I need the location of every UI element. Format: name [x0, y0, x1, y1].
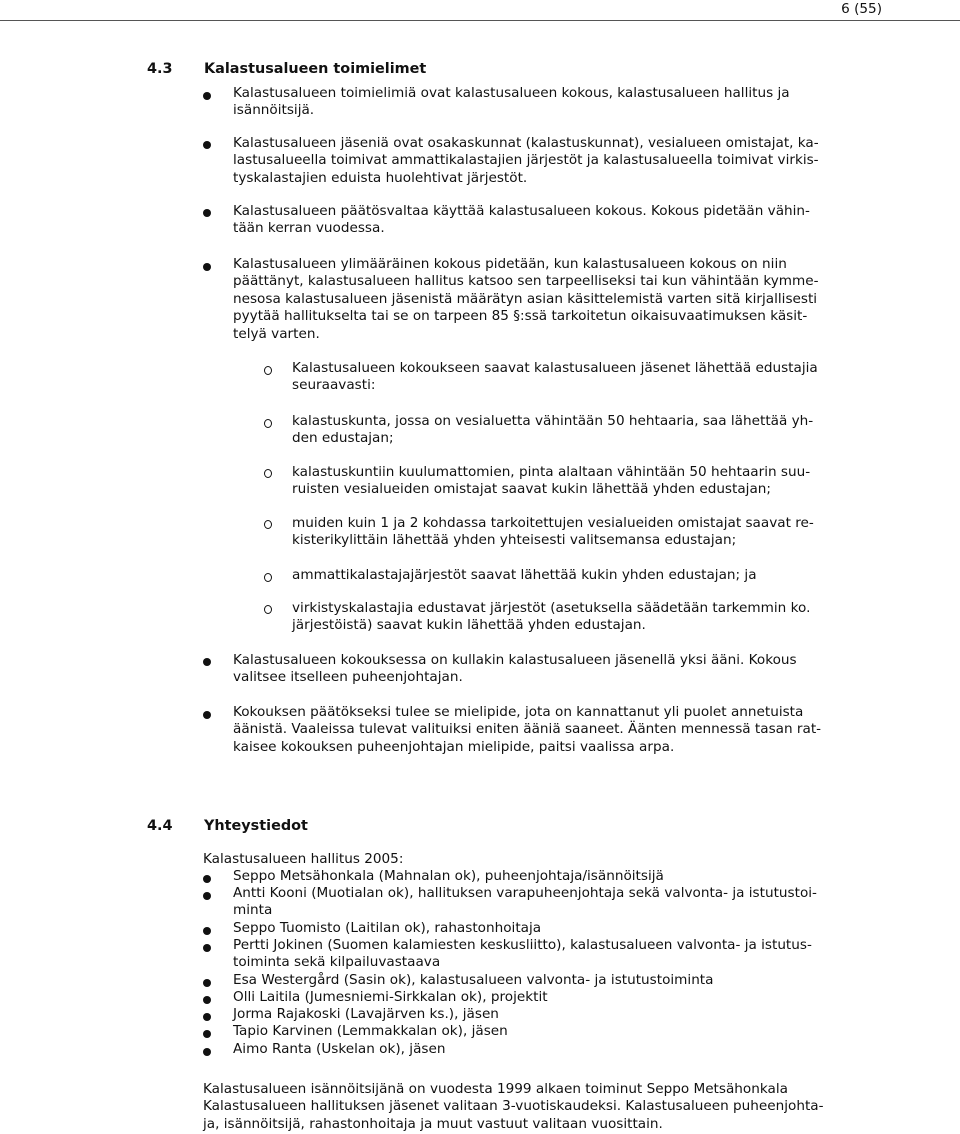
list-item: Kalastusalueen ylimääräinen kokous pidetään, kun kalastusalueen kokous on niin päättänyt, kalastusalueen hallitus katsoo sen tarpeelliseksi tai kun vähintään kymme- nesosa kalastusalueen jäsenistä määrätyn asian käsittelemistä varten sitä kirjallisesti pyytää hallitukselta tai se on tarpeen 85 §:ssä tarkoitetun oikaisuvaatimuksen käsit- telyä varten.: [233, 256, 819, 342]
bullet-dot: [203, 979, 211, 987]
member-item: Olli Laitila (Jumesniemi-Sirkkalan ok), projektit: [233, 989, 548, 1005]
page-number: 6 (55): [841, 1, 882, 17]
section-number: 4.3: [147, 61, 173, 77]
sub-list-item: kalastuskunta, jossa on vesialuetta vähintään 50 hehtaaria, saa lähettää yh- den edustajan;: [292, 413, 814, 447]
member-item: Seppo Tuomisto (Laitilan ok), rahastonhoitaja: [233, 920, 542, 936]
bullet-dot: [203, 1030, 211, 1038]
section-title: Kalastusalueen toimielimet: [204, 61, 427, 77]
sub-bullet-circle: [264, 469, 272, 478]
sub-list-item: Kalastusalueen kokoukseen saavat kalastusalueen jäsenet lähettää edustajia seuraavasti:: [292, 360, 818, 394]
section-title: Yhteystiedot: [204, 818, 308, 834]
member-item: Antti Kooni (Muotialan ok), hallituksen varapuheenjohtaja sekä valvonta- ja istutustoi- minta: [233, 885, 817, 919]
bullet-dot: [203, 658, 211, 666]
member-item: Pertti Jokinen (Suomen kalamiesten keskusliitto), kalastusalueen valvonta- ja istutus- toiminta sekä kilpailuvastaava: [233, 937, 812, 971]
bullet-dot: [203, 92, 211, 100]
section-heading-4-4: [147, 817, 308, 835]
bullet-dot: [203, 927, 211, 935]
member-item: Seppo Metsähonkala (Mahnalan ok), puheenjohtaja/isännöitsijä: [233, 868, 664, 884]
list-item: Kalastusalueen toimielimiä ovat kalastusalueen kokous, kalastusalueen hallitus ja isännöitsijä.: [233, 85, 790, 119]
sub-bullet-circle: [264, 605, 272, 614]
section-number: 4.4: [147, 818, 173, 834]
bullet-dot: [203, 996, 211, 1004]
bullet-dot: [203, 711, 211, 719]
member-item: Tapio Karvinen (Lemmakkalan ok), jäsen: [233, 1023, 508, 1039]
sub-bullet-circle: [264, 520, 272, 529]
list-item: Kalastusalueen kokouksessa on kullakin kalastusalueen jäsenellä yksi ääni. Kokous valitsee itselleen puheenjohtajan.: [233, 652, 797, 686]
bullet-dot: [203, 1048, 211, 1056]
bullet-dot: [203, 892, 211, 900]
header-divider: [0, 20, 960, 21]
bullet-dot: [203, 875, 211, 883]
sub-list-item: muiden kuin 1 ja 2 kohdassa tarkoitettujen vesialueiden omistajat saavat re- kisterikylittäin lähettää yhden yhteisesti valitsemansa edustajan;: [292, 515, 814, 549]
sub-bullet-circle: [264, 573, 272, 582]
list-item: Kalastusalueen jäseniä ovat osakaskunnat (kalastuskunnat), vesialueen omistajat, ka- lastusalueella toimivat ammattikalastajien järjestöt ja kalastusalueella toimivat virkis- tyskalastajien eduista huolehtivat järjestöt.: [233, 135, 819, 186]
member-item: Jorma Rajakoski (Lavajärven ks.), jäsen: [233, 1006, 499, 1022]
board-intro: Kalastusalueen hallitus 2005:: [203, 851, 404, 867]
list-item: Kalastusalueen päätösvaltaa käyttää kalastusalueen kokous. Kokous pidetään vähin- tään kerran vuodessa.: [233, 203, 810, 237]
bullet-dot: [203, 141, 211, 149]
bullet-dot: [203, 944, 211, 952]
list-item: Kokouksen päätökseksi tulee se mielipide, jota on kannattanut yli puolet annetuista äänistä. Vaaleissa tulevat valituiksi eniten ääniä saaneet. Äänten mennessä tasan rat- kaisee kokouksen puheenjohtajan mielipide, paitsi vaalissa arpa.: [233, 704, 822, 755]
sub-list-item: virkistyskalastajia edustavat järjestöt (asetuksella säädetään tarkemmin ko. järjestöistä) saavat kukin lähettää yhden edustajan.: [292, 600, 811, 634]
sub-list-item: kalastuskuntiin kuulumattomien, pinta alaltaan vähintään 50 hehtaarin suu- ruisten vesialueiden omistajat saavat kukin lähettää yhden edustajan;: [292, 464, 811, 498]
sub-list-item: ammattikalastajajärjestöt saavat lähettää kukin yhden edustajan; ja: [292, 567, 757, 583]
closing-paragraph: Kalastusalueen isännöitsijänä on vuodesta 1999 alkaen toiminut Seppo Metsähonkala Kalastusalueen hallituksen jäsenet valitaan 3-vuotiskaudeksi. Kalastusalueen puheenjohta- ja, isännöitsijä, rahastonhoitaja ja muut vastuut valitaan vuosittain.: [203, 1081, 824, 1132]
sub-bullet-circle: [264, 366, 272, 375]
member-item: Aimo Ranta (Uskelan ok), jäsen: [233, 1041, 446, 1057]
bullet-dot: [203, 263, 211, 271]
bullet-dot: [203, 209, 211, 217]
member-item: Esa Westergård (Sasin ok), kalastusalueen valvonta- ja istutustoiminta: [233, 972, 714, 988]
sub-bullet-circle: [264, 419, 272, 428]
bullet-dot: [203, 1013, 211, 1021]
section-heading-4-3: [147, 60, 426, 78]
